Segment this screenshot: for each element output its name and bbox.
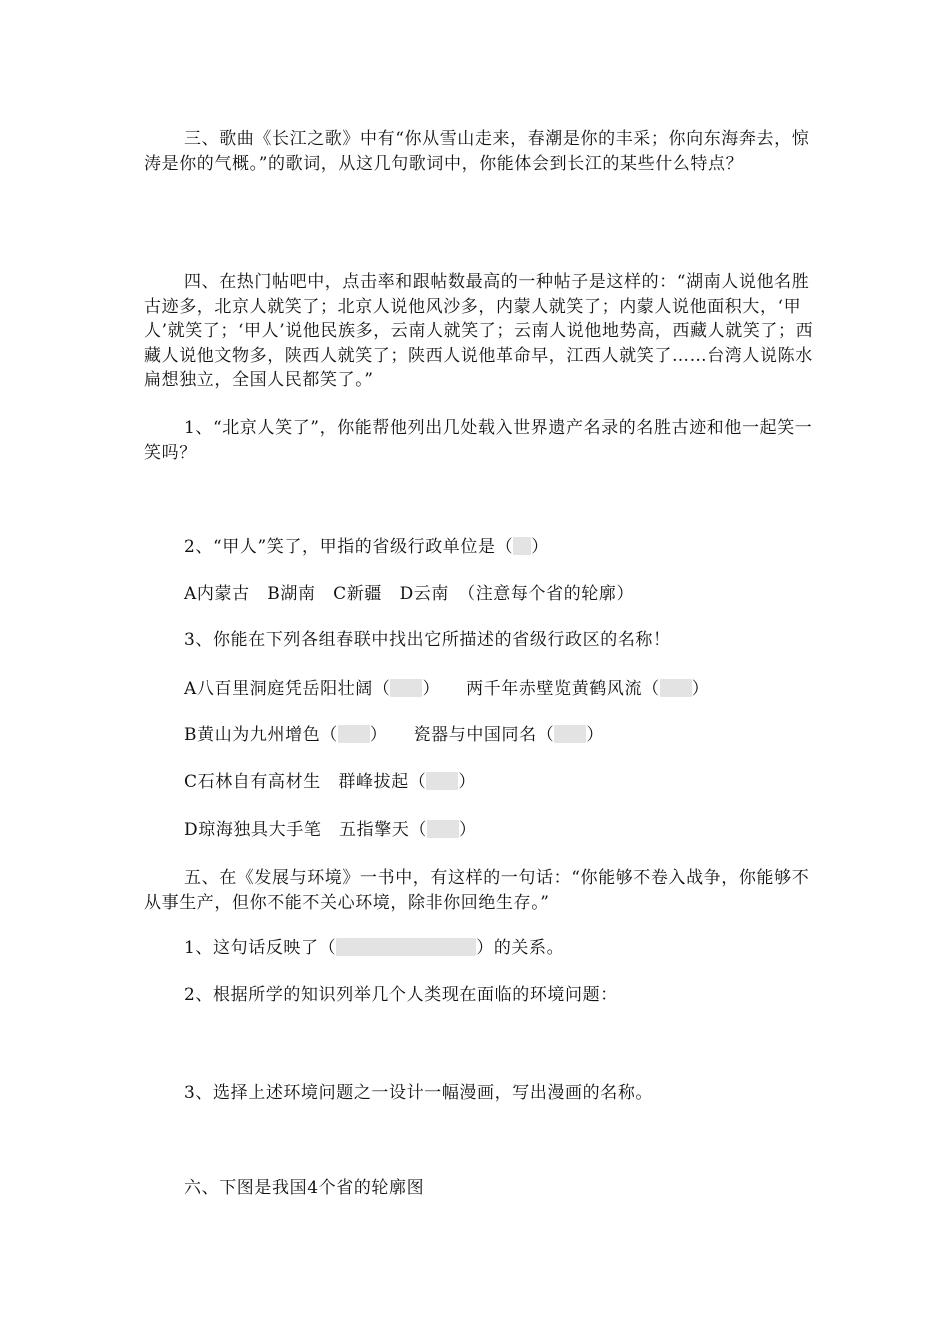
question-4: 四、在热门帖吧中，点击率和跟帖数最高的一种帖子是这样的：“湖南人说他名胜古迹多，北京人就笑了；北京人说他风沙多，内蒙人就笑了；内蒙人说他面积大，‘甲人’就笑了；‘甲人’说他民族多，云南人就笑了；云南人说他地势高，西藏人就笑了；西藏人说他文物多，陕西人就笑了；陕西人说他革命早，江西人就笑了……台湾人说陈水扁想独立，全国人民都笑了。” [144, 272, 814, 390]
answer-blank[interactable] [338, 725, 370, 743]
answer-blank[interactable] [390, 679, 422, 697]
question-4-sub-2 [184, 535, 549, 559]
couplet-d-close: ） [459, 820, 477, 840]
couplet-b-second: 瓷器与中国同名（ [413, 725, 555, 745]
question-4-sub-3: 3、你能在下列各组春联中找出它所描述的省级行政区的名称！ [184, 630, 671, 650]
couplet-b-second-close: ） [586, 725, 604, 745]
answer-blank[interactable] [660, 679, 692, 697]
question-4-sub-1: 1、“北京人笑了”，你能帮他列出几处载入世界遗产名录的名胜古迹和他一起笑一笑吗？ [144, 418, 813, 463]
couplet-b-first: B黄山为九州增色（ [184, 725, 338, 745]
question-4-options: A内蒙古 B湖南 C新疆 D云南 （注意每个省的轮廓） [184, 584, 635, 604]
couplet-d-text: D琼海独具大手笔 五指擎天（ [184, 820, 428, 840]
question-5-sub-1 [184, 936, 564, 960]
answer-blank[interactable] [554, 725, 586, 743]
answer-blank[interactable] [426, 772, 458, 790]
couplet-d [184, 818, 477, 842]
question-5-sub-2: 2、根据所学的知识列举几个人类现在面临的环境问题： [184, 985, 618, 1005]
sub-2-close: ） [531, 537, 549, 557]
couplet-a-first: A八百里洞庭凭岳阳壮阔（ [184, 679, 391, 699]
answer-blank[interactable] [427, 820, 459, 838]
question-5-sub-3: 3、选择上述环境问题之一设计一幅漫画，写出漫画的名称。 [184, 1083, 654, 1103]
couplet-c [184, 770, 476, 794]
couplet-a-first-close: ） [422, 679, 441, 699]
question-5: 五、在《发展与环境》一书中，有这样的一句话：“你能够不卷入战争，你能够不从事生产，但你不能不关心环境，除非你回绝生存。” [144, 868, 810, 913]
sub-1-text: 1、这句话反映了（ [184, 938, 337, 958]
couplet-b [184, 723, 604, 747]
couplet-a-second-close: ） [691, 679, 710, 699]
couplet-c-text: C石林自有高材生 群峰拔起（ [184, 772, 427, 792]
question-6: 六、下图是我国4个省的轮廓图 [184, 1178, 425, 1198]
couplet-b-first-close: ） [369, 725, 388, 745]
sub-2-text: 2、“甲人”笑了，甲指的省级行政单位是（ [184, 537, 514, 557]
sub-1-close: ）的关系。 [476, 938, 565, 958]
question-3: 三、歌曲《长江之歌》中有“你从雪山走来，春潮是你的丰采；你向东海奔去，惊涛是你的气概。”的歌词，从这几句歌词中，你能体会到长江的某些什么特点？ [144, 129, 810, 174]
answer-blank[interactable] [513, 537, 531, 555]
couplet-c-close: ） [458, 772, 477, 792]
answer-blank[interactable] [336, 938, 476, 956]
couplet-a-second: 两千年赤壁览黄鹤风流（ [466, 679, 660, 699]
couplet-a [184, 677, 709, 701]
